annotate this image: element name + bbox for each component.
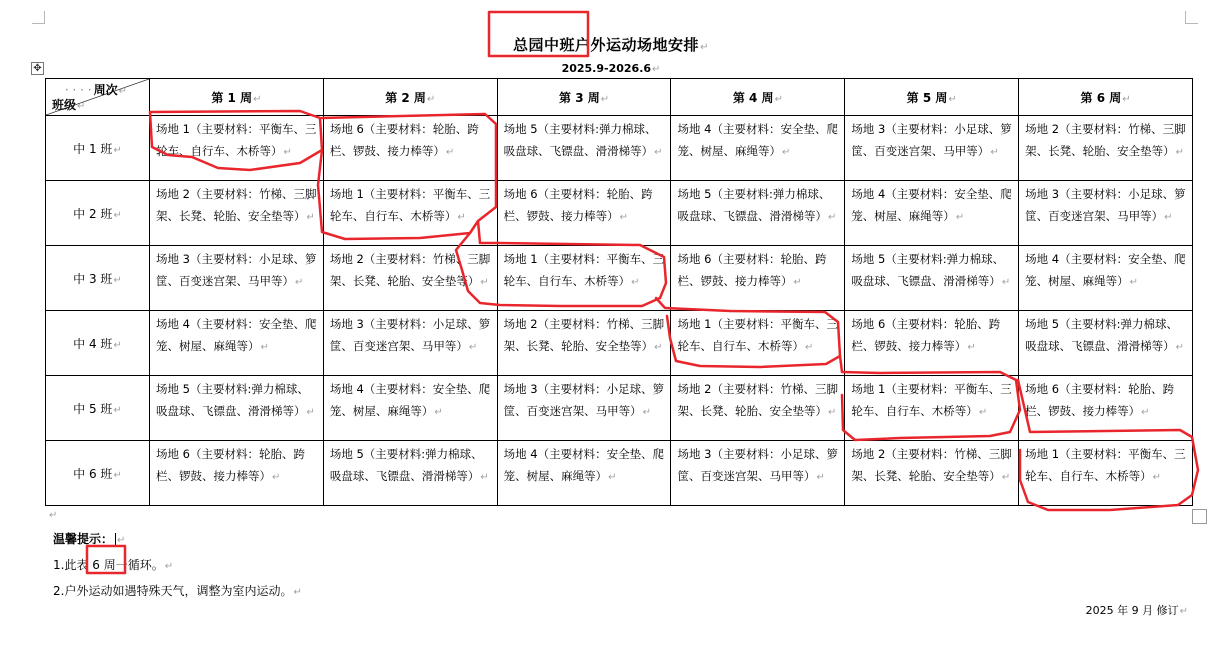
corner-class-label: 班级↵ [52,98,86,112]
annotation-path-week4 [656,298,840,367]
schedule-cell[interactable]: 场地 6（主要材料：轮胎、跨栏、锣鼓、接力棒等）↵ [1019,376,1193,441]
week-header[interactable]: 第 6 周↵ [1019,79,1193,116]
schedule-cell[interactable]: 场地 3（主要材料：小足球、箩筐、百变迷宫架、马甲等）↵ [1019,181,1193,246]
schedule-cell[interactable]: 场地 6（主要材料：轮胎、跨栏、锣鼓、接力棒等）↵ [323,116,497,181]
annotation-path-week1 [150,111,322,170]
annotation-path-week6 [1018,380,1198,510]
schedule-cell[interactable]: 场地 3（主要材料：小足球、箩筐、百变迷宫架、马甲等）↵ [150,246,324,311]
class-name-cell[interactable]: 中 6 班↵ [46,441,150,506]
table-move-handle-icon[interactable]: ✥ [31,62,44,75]
schedule-cell[interactable]: 场地 1（主要材料：平衡车、三轮车、自行车、木桥等）↵ [497,246,671,311]
paragraph-mark-icon: ↵ [700,42,709,53]
schedule-cell[interactable]: 场地 3（主要材料：小足球、箩筐、百变迷宫架、马甲等）↵ [845,116,1019,181]
paragraph-mark-icon: ↵ [652,64,661,75]
schedule-cell[interactable]: 场地 2（主要材料：竹梯、三脚架、长凳、轮胎、安全垫等）↵ [497,311,671,376]
schedule-cell[interactable]: 场地 5（主要材料:弹力棉球、吸盘球、飞镖盘、滑滑梯等）↵ [1019,311,1193,376]
schedule-cell[interactable]: 场地 2（主要材料：竹梯、三脚架、长凳、轮胎、安全垫等）↵ [323,246,497,311]
tip-item: 2.户外运动如遇特殊天气，调整为室内运动。↵ [53,584,302,598]
schedule-cell[interactable]: 场地 4（主要材料：安全垫、爬笼、树屋、麻绳等）↵ [150,311,324,376]
schedule-cell[interactable]: 场地 5（主要材料:弹力棉球、吸盘球、飞镖盘、滑滑梯等）↵ [845,246,1019,311]
schedule-cell[interactable]: 场地 1（主要材料：平衡车、三轮车、自行车、木桥等）↵ [323,181,497,246]
schedule-cell[interactable]: 场地 2（主要材料：竹梯、三脚架、长凳、轮胎、安全垫等）↵ [1019,116,1193,181]
annotation-path-week5 [840,356,1020,440]
tip-item: 1.此表 6 周一循环。↵ [53,558,174,572]
schedule-cell[interactable]: 场地 3（主要材料：小足球、箩筐、百变迷宫架、马甲等）↵ [497,376,671,441]
schedule-cell[interactable]: 场地 1（主要材料：平衡车、三轮车、自行车、木桥等）↵ [1019,441,1193,506]
week-header[interactable]: 第 5 周↵ [845,79,1019,116]
corner-week-label: · · · · 周次↵ [64,83,127,97]
schedule-cell[interactable]: 场地 1（主要材料：平衡车、三轮车、自行车、木桥等）↵ [671,311,845,376]
annotation-group [87,12,1198,573]
schedule-cell[interactable]: 场地 2（主要材料：竹梯、三脚架、长凳、轮胎、安全垫等）↵ [671,376,845,441]
schedule-cell[interactable]: 场地 5（主要材料:弹力棉球、吸盘球、飞镖盘、滑滑梯等）↵ [497,116,671,181]
schedule-cell[interactable]: 场地 4（主要材料：安全垫、爬笼、树屋、麻绳等）↵ [845,181,1019,246]
schedule-cell[interactable]: 场地 6（主要材料：轮胎、跨栏、锣鼓、接力棒等）↵ [671,246,845,311]
annotation-path-week2 [318,114,496,239]
schedule-cell[interactable]: 场地 6（主要材料：轮胎、跨栏、锣鼓、接力棒等）↵ [497,181,671,246]
schedule-cell[interactable]: 场地 6（主要材料：轮胎、跨栏、锣鼓、接力棒等）↵ [845,311,1019,376]
class-name-cell[interactable]: 中 4 班↵ [46,311,150,376]
schedule-cell[interactable]: 场地 5（主要材料:弹力棉球、吸盘球、飞镖盘、滑滑梯等）↵ [323,441,497,506]
schedule-cell[interactable]: 场地 4（主要材料：安全垫、爬笼、树屋、麻绳等）↵ [323,376,497,441]
week-header[interactable]: 第 2 周↵ [323,79,497,116]
annotation-box-six-weeks [87,546,125,573]
schedule-cell[interactable]: 场地 4（主要材料：安全垫、爬笼、树屋、麻绳等）↵ [1019,246,1193,311]
annotation-box-title [489,12,588,56]
schedule-cell[interactable]: 场地 2（主要材料：竹梯、三脚架、长凳、轮胎、安全垫等）↵ [845,441,1019,506]
week-header[interactable]: 第 3 周↵ [497,79,671,116]
schedule-cell[interactable]: 场地 6（主要材料：轮胎、跨栏、锣鼓、接力棒等）↵ [150,441,324,506]
class-name-cell[interactable]: 中 3 班↵ [46,246,150,311]
schedule-cell[interactable]: 场地 1（主要材料：平衡车、三轮车、自行车、木桥等）↵ [845,376,1019,441]
schedule-cell[interactable]: 场地 1（主要材料：平衡车、三轮车、自行车、木桥等）↵ [150,116,324,181]
annotation-path-week3 [456,221,666,306]
class-name-cell[interactable]: 中 1 班↵ [46,116,150,181]
schedule-cell[interactable]: 场地 3（主要材料：小足球、箩筐、百变迷宫架、马甲等）↵ [671,441,845,506]
week-header[interactable]: 第 1 周↵ [150,79,324,116]
schedule-cell[interactable]: 场地 4（主要材料：安全垫、爬笼、树屋、麻绳等）↵ [671,116,845,181]
date-range-text: 2025.9-2026.6 [561,62,652,75]
schedule-cell[interactable]: 场地 3（主要材料：小足球、箩筐、百变迷宫架、马甲等）↵ [323,311,497,376]
paragraph-mark-icon: ↵ [49,510,58,521]
schedule-cell[interactable]: 场地 4（主要材料：安全垫、爬笼、树屋、麻绳等）↵ [497,441,671,506]
class-name-cell[interactable]: 中 5 班↵ [46,376,150,441]
class-name-cell[interactable]: 中 2 班↵ [46,181,150,246]
week-header[interactable]: 第 4 周↵ [671,79,845,116]
schedule-cell[interactable]: 场地 2（主要材料：竹梯、三脚架、长凳、轮胎、安全垫等）↵ [150,181,324,246]
revision-note: 2025 年 9 月 修订↵ [1085,604,1188,617]
tips-heading: 温馨提示： ↵ [53,532,126,546]
schedule-cell[interactable]: 场地 5（主要材料:弹力棉球、吸盘球、飞镖盘、滑滑梯等）↵ [671,181,845,246]
schedule-cell[interactable]: 场地 5（主要材料:弹力棉球、吸盘球、飞镖盘、滑滑梯等）↵ [150,376,324,441]
title-text: 总园中班户外运动场地安排 [513,36,700,54]
